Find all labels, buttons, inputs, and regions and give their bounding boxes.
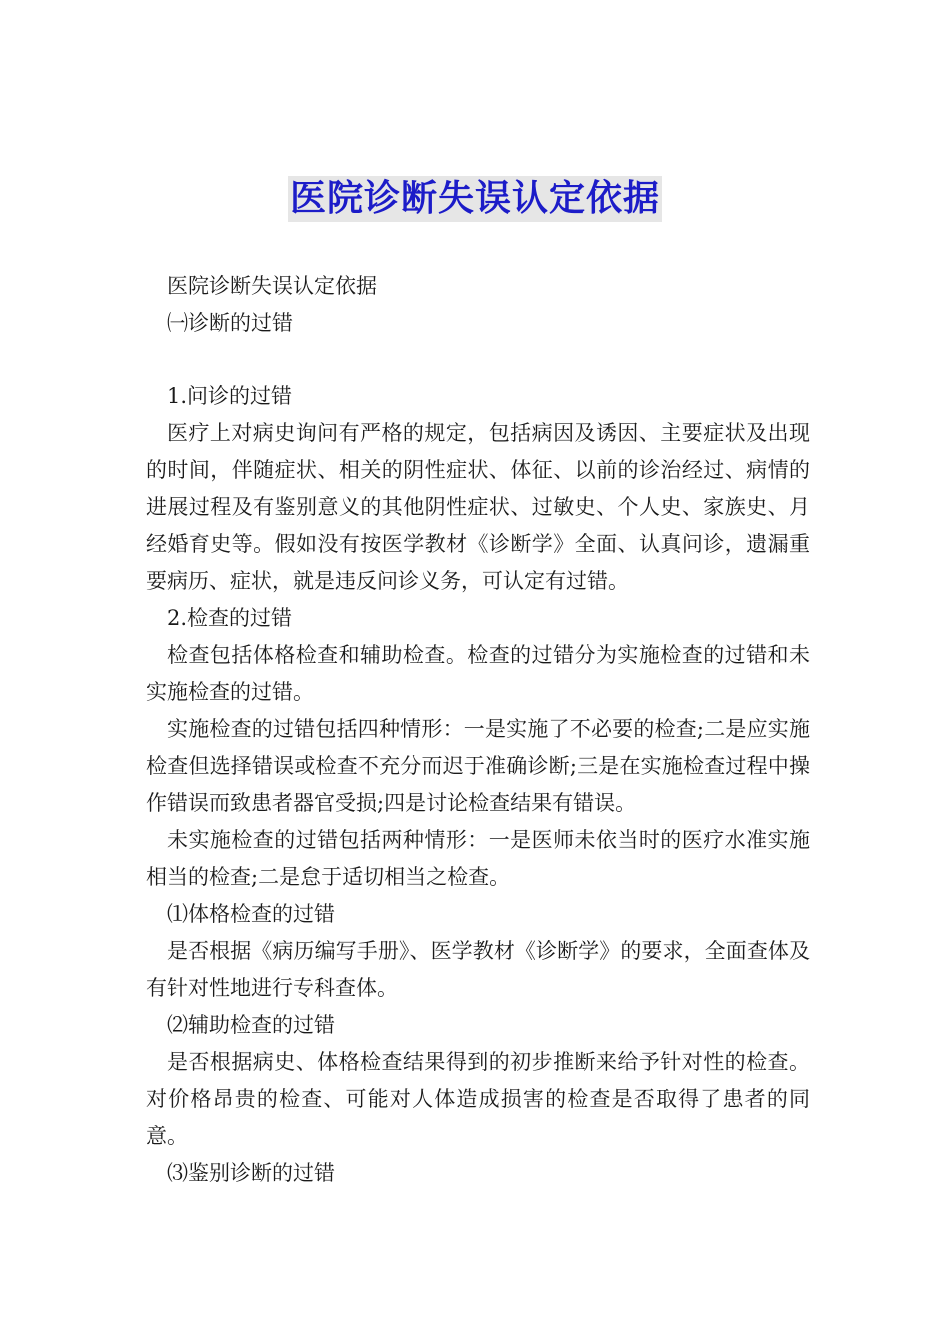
subsection-heading-inquiry-fault: 1.问诊的过错 [167, 384, 293, 408]
item-heading-auxiliary-examination: ⑵辅助检查的过错 [167, 1013, 335, 1037]
document-body [146, 268, 810, 1192]
section-heading-diagnosis-fault: ㈠诊断的过错 [167, 311, 293, 335]
paragraph-subtitle: 医院诊断失误认定依据 [167, 274, 377, 298]
paragraph-physical-examination: 是否根据《病历编写手册》、医学教材《诊断学》的要求，全面查体及有针对性地进行专科查体。 [146, 939, 810, 1000]
paragraph-unperformed-examination: 未实施检查的过错包括两种情形：一是医师未依当时的医疗水准实施相当的检查;二是怠于适切相当之检查。 [146, 828, 810, 889]
subsection-heading-examination-fault: 2.检查的过错 [167, 606, 293, 630]
paragraph-inquiry: 医疗上对病史询问有严格的规定，包括病因及诱因、主要症状及出现的时间，伴随症状、相关的阴性症状、体征、以前的诊治经过、病情的进展过程及有鉴别意义的其他阴性症状、过敏史、个人史、家族史、月经婚育史等。假如没有按医学教材《诊断学》全面、认真问诊，遗漏重要病历、症状，就是违反问诊义务，可认定有过错。 [146, 421, 810, 593]
document-title: 医院诊断失误认定依据 [288, 176, 662, 222]
paragraph-performed-examination: 实施检查的过错包括四种情形：一是实施了不必要的检查;二是应实施检查但选择错误或检查不充分而迟于准确诊断;三是在实施检查过程中操作错误而致患者器官受损;四是讨论检查结果有错误。 [146, 717, 810, 815]
title-container [0, 176, 950, 222]
paragraph-auxiliary-examination: 是否根据病史、体格检查结果得到的初步推断来给予针对性的检查。对价格昂贵的检查、可能对人体造成损害的检查是否取得了患者的同意。 [146, 1050, 810, 1148]
item-heading-differential-diagnosis: ⑶鉴别诊断的过错 [167, 1161, 335, 1185]
paragraph-examination-types: 检查包括体格检查和辅助检查。检查的过错分为实施检查的过错和未实施检查的过错。 [146, 643, 810, 704]
item-heading-physical-examination: ⑴体格检查的过错 [167, 902, 335, 926]
